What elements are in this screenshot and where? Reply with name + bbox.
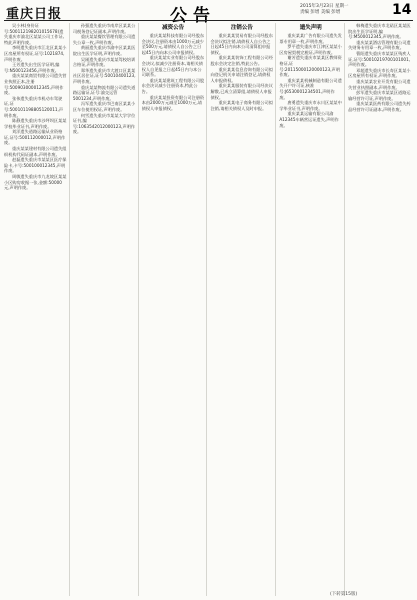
header-rule [4,20,413,21]
notice-item: 重庆某某贸易有限公司经股东会决议拟注销,请债权人自公告之日起45日内向本公司清算组申报债权。 [210,33,273,55]
issue-date: 2015年3月23日 星期一 [300,4,349,9]
notice-item: 重庆某某物流有限公司遗失道路运输证,证号:渝交运管5001234,声明作废。 [72,84,136,101]
notice-item: 重庆某某运输有限公司渝A12345车辆营运证遗失,声明作废。 [279,111,339,128]
notice-item: 曹阳遗失重庆市某某区残疾人证,证号:50010219700101001,声明作废。 [348,50,411,68]
notice-item: 冯军遗失重庆市巴南区某某小区车位使用权证,声明作废。 [72,101,136,112]
notice-column [279,23,345,596]
notice-item: 重庆某某酒店管理有限公司遗失财务专用章一枚,声明作废。 [348,39,411,51]
notice-item: 重庆某某商贸有限公司遗失营业执照正本,注册号:500903000012345,声明作废。 [4,73,67,96]
issue-meta [300,4,348,16]
notice-item: 重庆某某电子商务有限公司拟注销,请相关债权人及时申报。 [210,100,273,111]
notice-item: 重庆某某农业开发有限公司遗失营业执照副本,声明作废。 [348,78,411,90]
notice-item: 重庆某某广告有限公司遗失发票专用章一枚,声明作废。 [279,33,342,44]
notice-item: 重庆某某实业有限公司经股东会决议,拟减少注册资本,请相关债权人自见报之日起45日内与本公司联系。 [141,55,205,78]
section-title: 公告 [170,6,216,26]
notice-item: 刘洋遗失道路运输从业资格证,证号:500112000012,声明作废。 [4,129,66,146]
page-header [0,0,417,24]
column-heading: 注销公告 [230,25,253,31]
notice-item: 邓超遗失重庆市长寿区某某小区房屋所有权证,声明作废。 [348,67,411,79]
notice-columns [4,23,413,596]
column-heading: 减资公告 [162,25,185,31]
notice-item: 何雪遗失重庆市某某大学学位证书,编号:1063542012000123,声明作废。 [72,112,136,135]
notice-item: 黄丽遗失重庆市渝中区某某医院出生医学证明,声明作废。 [72,45,136,56]
notice-column [73,23,139,596]
editor-credits: 责编 彭增 美编 彭增 [300,10,341,15]
notice-column [4,23,70,596]
notice-item: 重庆某某服装有限公司经决议解散,已成立清算组,请债权人申报债权。 [210,83,273,100]
continuation-note: (下转第15版) [330,592,358,597]
notice-item: 张伟遗失重庆市机动车驾驶证,证号:500101198805120011,声明作废。 [4,95,64,118]
page-number: 14 [392,2,412,18]
notice-item: 唐勇遗失重庆市永川区某某中学毕业证书,声明作废。 [279,100,342,111]
notice-item: 陈静遗失重庆市沙坪坝区某某学校毕业证书,声明作废。 [4,118,67,129]
notice-item: 彭军遗失重庆市某某区道路运输经营许可证,声明作废。 [348,90,411,101]
notice-item: 孙强遗失重庆市南岸区某某公司税务登记证副本,声明作废。 [72,23,136,34]
notice-item: 重庆某某机械制造有限公司遗失开户许可证,核准号:J6530001234501,声明作废。 [279,77,342,100]
notice-item: 王芳遗失出生医学证明,编号:N500123456,声明作废。 [4,62,60,73]
notice-item: 重庆某某信息咨询有限公司拟向登记机关申请注销登记,请债权人申报债权。 [210,66,273,83]
notice-column [348,23,413,596]
notice-column [142,23,208,596]
notice-item: 重庆某某投资有限公司注册资本由2000万元减至1000万元,请债权人申报债权。 [141,94,205,111]
masthead: 重庆日报 [6,7,63,22]
notice-item: 谢芳遗失重庆市某某区教师资格证,证号:20115000120000123,声明作废。 [279,55,342,78]
notice-item: 吴小林(身份证号:500112198201015678)遗失重庆市渝北区某某公司工作证,特此声明作废。 [4,23,64,45]
notice-item: 郑华遗失重庆市大渡口区某某社区居住证,证号:50010400123,声明作废。 [72,67,136,84]
notice-item: 重庆某某科技有限公司经股东会决议,注册资本由1000万元减少至500万元,请债权人自公告之日起45日内向本公司申报债权。 [141,33,205,55]
notice-item: 赵磊遗失重庆市某某区医疗保险卡,卡号:500100012345,声明作废。 [4,157,67,174]
column-heading: 遗失声明 [299,25,322,31]
notice-item: 重庆某某医药有限公司遗失药品经营许可证副本,声明作废。 [348,101,411,112]
notice-item: 重庆某某餐饮管理有限公司遗失公章一枚,声明作废。 [72,34,136,45]
notice-item: 韩梅遗失重庆市北碚区某某医院出生医学证明,编号:M500012345,声明作废。 [348,23,411,40]
notice-item: 吴刚遗失重庆市某某驾校培训合格证,声明作废。 [72,56,136,68]
notice-column [210,23,276,596]
notice-item: 重庆某某建筑工程有限公司股东会决议减少注册资本,特此公告。 [141,77,205,94]
notice-item: 重庆某某建材有限公司遗失组织机构代码证副本,声明作废。 [4,146,67,157]
notice-item: 周敏遗失重庆市九龙坡区某某小区购房收据一张,金额:50000元,声明作废。 [4,174,67,191]
notice-item: 罗平遗失重庆市江津区某某小区房屋契税完税证,声明作废。 [279,44,342,55]
notice-item: 李明遗失重庆市江北区某某小区房屋所有权证,证号:1021874,声明作废。 [4,45,67,62]
notice-item: 重庆某某装饰工程有限公司经股东会决定注销,特此公告。 [210,55,273,66]
